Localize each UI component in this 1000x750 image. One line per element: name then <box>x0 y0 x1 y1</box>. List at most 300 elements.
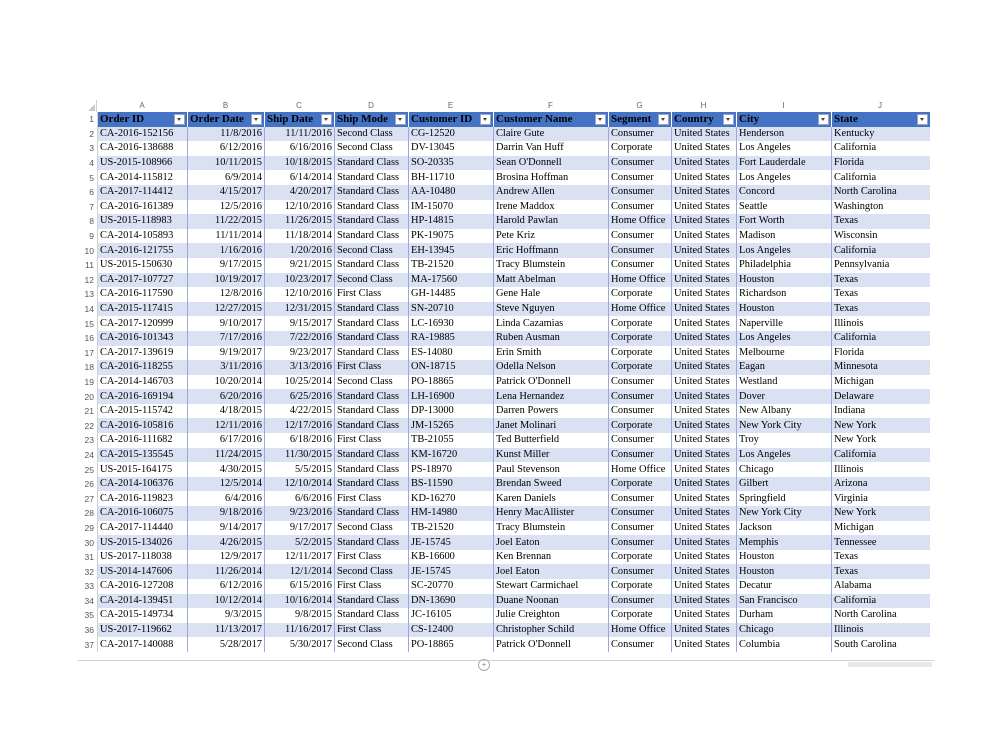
table-cell[interactable]: ON-18715 <box>409 360 494 375</box>
table-cell[interactable]: CA-2014-115812 <box>98 170 188 185</box>
filter-dropdown-icon[interactable] <box>818 114 829 125</box>
table-cell[interactable]: 9/23/2016 <box>265 506 335 521</box>
table-cell[interactable]: Steve Nguyen <box>494 302 609 317</box>
table-cell[interactable]: CA-2016-169194 <box>98 389 188 404</box>
table-cell[interactable]: Lena Hernandez <box>494 389 609 404</box>
table-cell[interactable]: 11/26/2015 <box>265 214 335 229</box>
column-letter[interactable]: I <box>782 101 785 110</box>
table-cell[interactable]: TB-21520 <box>409 521 494 536</box>
table-cell[interactable]: 4/15/2017 <box>188 185 265 200</box>
row-number[interactable]: 2 <box>78 127 98 142</box>
table-cell[interactable]: United States <box>672 608 737 623</box>
table-cell[interactable]: United States <box>672 564 737 579</box>
table-cell[interactable]: Joel Eaton <box>494 564 609 579</box>
table-cell[interactable]: United States <box>672 273 737 288</box>
table-cell[interactable]: 9/21/2015 <box>265 258 335 273</box>
table-cell[interactable]: BH-11710 <box>409 170 494 185</box>
table-cell[interactable]: Paul Stevenson <box>494 462 609 477</box>
table-cell[interactable]: Troy <box>737 433 832 448</box>
table-cell[interactable]: 9/14/2017 <box>188 521 265 536</box>
table-cell[interactable]: United States <box>672 491 737 506</box>
table-cell[interactable]: Second Class <box>335 141 409 156</box>
table-cell[interactable]: Pennsylvania <box>832 258 930 273</box>
table-cell[interactable]: 5/28/2017 <box>188 637 265 652</box>
table-cell[interactable]: US-2017-119662 <box>98 623 188 638</box>
table-cell[interactable]: Corporate <box>609 331 672 346</box>
table-cell[interactable]: Sean O'Donnell <box>494 156 609 171</box>
row-number[interactable]: 14 <box>78 302 98 317</box>
table-cell[interactable]: Delaware <box>832 389 930 404</box>
table-cell[interactable]: 4/30/2015 <box>188 462 265 477</box>
column-header[interactable] <box>335 112 409 127</box>
table-cell[interactable]: Philadelphia <box>737 258 832 273</box>
table-cell[interactable]: 12/1/2014 <box>265 564 335 579</box>
table-cell[interactable]: JC-16105 <box>409 608 494 623</box>
table-cell[interactable]: Second Class <box>335 127 409 142</box>
table-cell[interactable]: Standard Class <box>335 404 409 419</box>
table-cell[interactable]: 12/8/2016 <box>188 287 265 302</box>
table-cell[interactable]: Consumer <box>609 258 672 273</box>
table-cell[interactable]: 11/13/2017 <box>188 623 265 638</box>
table-cell[interactable]: PS-18970 <box>409 462 494 477</box>
table-cell[interactable]: California <box>832 170 930 185</box>
table-cell[interactable]: United States <box>672 127 737 142</box>
table-cell[interactable]: Consumer <box>609 127 672 142</box>
table-cell[interactable]: 12/11/2017 <box>265 550 335 565</box>
table-cell[interactable]: California <box>832 141 930 156</box>
filter-dropdown-icon[interactable] <box>480 114 491 125</box>
table-cell[interactable]: 7/22/2016 <box>265 331 335 346</box>
table-cell[interactable]: United States <box>672 477 737 492</box>
table-cell[interactable]: 11/26/2014 <box>188 564 265 579</box>
table-cell[interactable]: Standard Class <box>335 185 409 200</box>
table-cell[interactable]: Houston <box>737 302 832 317</box>
table-cell[interactable]: Illinois <box>832 316 930 331</box>
table-cell[interactable]: 6/14/2014 <box>265 170 335 185</box>
table-cell[interactable]: Standard Class <box>335 331 409 346</box>
table-cell[interactable]: Consumer <box>609 506 672 521</box>
table-cell[interactable]: California <box>832 594 930 609</box>
table-cell[interactable]: JM-15265 <box>409 418 494 433</box>
table-cell[interactable]: Second Class <box>335 564 409 579</box>
table-cell[interactable]: 7/17/2016 <box>188 331 265 346</box>
table-cell[interactable]: CA-2016-121755 <box>98 243 188 258</box>
table-cell[interactable]: 10/11/2015 <box>188 156 265 171</box>
table-cell[interactable]: Second Class <box>335 637 409 652</box>
table-cell[interactable]: Los Angeles <box>737 331 832 346</box>
table-cell[interactable]: Tracy Blumstein <box>494 521 609 536</box>
table-cell[interactable]: Corporate <box>609 579 672 594</box>
table-cell[interactable]: Florida <box>832 156 930 171</box>
table-cell[interactable]: 3/11/2016 <box>188 360 265 375</box>
table-cell[interactable]: United States <box>672 623 737 638</box>
table-cell[interactable]: 11/30/2015 <box>265 448 335 463</box>
table-cell[interactable]: 11/24/2015 <box>188 448 265 463</box>
column-letter[interactable]: H <box>700 101 707 110</box>
table-cell[interactable]: Standard Class <box>335 229 409 244</box>
table-cell[interactable]: United States <box>672 389 737 404</box>
table-cell[interactable]: 6/12/2016 <box>188 579 265 594</box>
table-cell[interactable]: 4/18/2015 <box>188 404 265 419</box>
table-cell[interactable]: CA-2015-149734 <box>98 608 188 623</box>
table-cell[interactable]: Consumer <box>609 375 672 390</box>
table-cell[interactable]: New York <box>832 433 930 448</box>
filter-dropdown-icon[interactable] <box>251 114 262 125</box>
table-cell[interactable]: US-2015-150630 <box>98 258 188 273</box>
table-cell[interactable]: 10/18/2015 <box>265 156 335 171</box>
table-cell[interactable]: Janet Molinari <box>494 418 609 433</box>
column-letter[interactable]: D <box>368 101 374 110</box>
table-cell[interactable]: Brosina Hoffman <box>494 170 609 185</box>
table-cell[interactable]: Los Angeles <box>737 243 832 258</box>
table-cell[interactable]: Wisconsin <box>832 229 930 244</box>
table-cell[interactable]: HM-14980 <box>409 506 494 521</box>
table-cell[interactable]: GH-14485 <box>409 287 494 302</box>
table-cell[interactable]: Irene Maddox <box>494 200 609 215</box>
table-cell[interactable]: Consumer <box>609 243 672 258</box>
table-cell[interactable]: 10/16/2014 <box>265 594 335 609</box>
table-cell[interactable]: 11/11/2014 <box>188 229 265 244</box>
table-cell[interactable]: Karen Daniels <box>494 491 609 506</box>
table-cell[interactable]: 12/31/2015 <box>265 302 335 317</box>
table-cell[interactable]: CA-2014-106376 <box>98 477 188 492</box>
table-cell[interactable]: United States <box>672 229 737 244</box>
table-cell[interactable]: AA-10480 <box>409 185 494 200</box>
table-cell[interactable]: United States <box>672 594 737 609</box>
table-cell[interactable]: California <box>832 448 930 463</box>
table-cell[interactable]: 10/25/2014 <box>265 375 335 390</box>
table-cell[interactable]: Los Angeles <box>737 141 832 156</box>
table-cell[interactable]: Corporate <box>609 477 672 492</box>
table-cell[interactable]: Melbourne <box>737 346 832 361</box>
column-header[interactable] <box>265 112 335 127</box>
table-cell[interactable]: SN-20710 <box>409 302 494 317</box>
table-cell[interactable]: 6/9/2014 <box>188 170 265 185</box>
table-cell[interactable]: Gilbert <box>737 477 832 492</box>
row-number[interactable]: 11 <box>78 258 98 273</box>
table-cell[interactable]: Second Class <box>335 375 409 390</box>
table-cell[interactable]: United States <box>672 331 737 346</box>
table-cell[interactable]: Dover <box>737 389 832 404</box>
table-cell[interactable]: JE-15745 <box>409 564 494 579</box>
table-cell[interactable]: IM-15070 <box>409 200 494 215</box>
table-cell[interactable]: TB-21520 <box>409 258 494 273</box>
table-cell[interactable]: Corporate <box>609 608 672 623</box>
row-number[interactable]: 19 <box>78 375 98 390</box>
table-cell[interactable]: CS-12400 <box>409 623 494 638</box>
table-cell[interactable]: CA-2017-114412 <box>98 185 188 200</box>
table-cell[interactable]: United States <box>672 433 737 448</box>
column-header[interactable] <box>832 112 930 127</box>
table-cell[interactable]: Corporate <box>609 360 672 375</box>
row-number[interactable]: 36 <box>78 623 98 638</box>
table-cell[interactable]: 12/10/2016 <box>265 200 335 215</box>
table-cell[interactable]: Second Class <box>335 521 409 536</box>
table-cell[interactable]: CA-2015-135545 <box>98 448 188 463</box>
table-cell[interactable]: First Class <box>335 491 409 506</box>
table-cell[interactable]: CA-2015-115742 <box>98 404 188 419</box>
table-cell[interactable]: California <box>832 243 930 258</box>
row-number[interactable]: 17 <box>78 346 98 361</box>
column-letter[interactable]: B <box>222 101 229 110</box>
table-cell[interactable]: US-2015-108966 <box>98 156 188 171</box>
filter-dropdown-icon[interactable] <box>723 114 734 125</box>
table-cell[interactable]: Alabama <box>832 579 930 594</box>
table-cell[interactable]: Houston <box>737 273 832 288</box>
table-cell[interactable]: United States <box>672 346 737 361</box>
table-cell[interactable]: Henry MacAllister <box>494 506 609 521</box>
row-number[interactable]: 29 <box>78 521 98 536</box>
table-cell[interactable]: SC-20770 <box>409 579 494 594</box>
table-cell[interactable]: Indiana <box>832 404 930 419</box>
row-number[interactable]: 18 <box>78 360 98 375</box>
table-cell[interactable]: Naperville <box>737 316 832 331</box>
table-cell[interactable]: 6/4/2016 <box>188 491 265 506</box>
table-cell[interactable]: 10/12/2014 <box>188 594 265 609</box>
table-cell[interactable]: Virginia <box>832 491 930 506</box>
table-cell[interactable]: 9/19/2017 <box>188 346 265 361</box>
table-cell[interactable]: United States <box>672 287 737 302</box>
table-cell[interactable]: Consumer <box>609 521 672 536</box>
table-cell[interactable]: United States <box>672 360 737 375</box>
column-header[interactable] <box>609 112 672 127</box>
table-cell[interactable]: EH-13945 <box>409 243 494 258</box>
table-cell[interactable]: CA-2017-139619 <box>98 346 188 361</box>
table-cell[interactable]: New York City <box>737 506 832 521</box>
table-cell[interactable]: Seattle <box>737 200 832 215</box>
table-cell[interactable]: Andrew Allen <box>494 185 609 200</box>
table-cell[interactable]: SO-20335 <box>409 156 494 171</box>
row-number[interactable]: 37 <box>78 637 98 652</box>
table-cell[interactable]: Consumer <box>609 535 672 550</box>
table-cell[interactable]: Eric Hoffmann <box>494 243 609 258</box>
table-cell[interactable]: CG-12520 <box>409 127 494 142</box>
table-cell[interactable]: Standard Class <box>335 200 409 215</box>
table-cell[interactable]: US-2015-164175 <box>98 462 188 477</box>
table-cell[interactable]: Los Angeles <box>737 448 832 463</box>
table-cell[interactable]: Corporate <box>609 418 672 433</box>
row-number[interactable]: 23 <box>78 433 98 448</box>
table-cell[interactable]: 9/10/2017 <box>188 316 265 331</box>
table-cell[interactable]: Brendan Sweed <box>494 477 609 492</box>
table-cell[interactable]: CA-2016-111682 <box>98 433 188 448</box>
table-cell[interactable]: CA-2014-105893 <box>98 229 188 244</box>
table-cell[interactable]: Corporate <box>609 287 672 302</box>
row-number[interactable]: 30 <box>78 535 98 550</box>
table-cell[interactable]: Standard Class <box>335 316 409 331</box>
table-cell[interactable]: 11/18/2014 <box>265 229 335 244</box>
table-cell[interactable]: Second Class <box>335 273 409 288</box>
table-cell[interactable]: Second Class <box>335 243 409 258</box>
table-cell[interactable]: Consumer <box>609 229 672 244</box>
table-cell[interactable]: US-2015-134026 <box>98 535 188 550</box>
table-cell[interactable]: United States <box>672 170 737 185</box>
table-cell[interactable]: Florida <box>832 346 930 361</box>
row-number[interactable]: 12 <box>78 273 98 288</box>
table-cell[interactable]: Standard Class <box>335 258 409 273</box>
table-cell[interactable]: Standard Class <box>335 346 409 361</box>
table-cell[interactable]: United States <box>672 448 737 463</box>
table-cell[interactable]: 1/16/2016 <box>188 243 265 258</box>
table-cell[interactable]: Patrick O'Donnell <box>494 375 609 390</box>
row-number[interactable]: 20 <box>78 389 98 404</box>
table-cell[interactable]: Standard Class <box>335 535 409 550</box>
table-cell[interactable]: 3/13/2016 <box>265 360 335 375</box>
table-cell[interactable]: First Class <box>335 623 409 638</box>
row-number[interactable]: 34 <box>78 594 98 609</box>
table-cell[interactable]: United States <box>672 316 737 331</box>
table-cell[interactable]: 11/16/2017 <box>265 623 335 638</box>
table-cell[interactable]: Texas <box>832 564 930 579</box>
table-cell[interactable]: 9/17/2015 <box>188 258 265 273</box>
column-letter[interactable]: F <box>548 101 553 110</box>
table-cell[interactable]: Kunst Miller <box>494 448 609 463</box>
row-number[interactable]: 7 <box>78 200 98 215</box>
table-cell[interactable]: Springfield <box>737 491 832 506</box>
table-cell[interactable]: 6/17/2016 <box>188 433 265 448</box>
table-cell[interactable]: Chicago <box>737 462 832 477</box>
table-cell[interactable]: United States <box>672 243 737 258</box>
row-number[interactable]: 16 <box>78 331 98 346</box>
table-cell[interactable]: CA-2016-161389 <box>98 200 188 215</box>
table-cell[interactable]: CA-2016-152156 <box>98 127 188 142</box>
table-cell[interactable]: CA-2017-140088 <box>98 637 188 652</box>
table-cell[interactable]: Harold Pawlan <box>494 214 609 229</box>
column-header[interactable] <box>188 112 265 127</box>
table-cell[interactable]: CA-2014-146703 <box>98 375 188 390</box>
table-cell[interactable]: Consumer <box>609 448 672 463</box>
table-cell[interactable]: Consumer <box>609 564 672 579</box>
table-cell[interactable]: 6/6/2016 <box>265 491 335 506</box>
filter-dropdown-icon[interactable] <box>595 114 606 125</box>
horizontal-scrollbar[interactable] <box>848 662 932 667</box>
column-header[interactable] <box>672 112 737 127</box>
table-cell[interactable]: First Class <box>335 287 409 302</box>
table-cell[interactable]: Corporate <box>609 346 672 361</box>
row-number[interactable]: 33 <box>78 579 98 594</box>
row-number[interactable]: 26 <box>78 477 98 492</box>
table-cell[interactable]: 4/22/2015 <box>265 404 335 419</box>
table-cell[interactable]: Odella Nelson <box>494 360 609 375</box>
table-cell[interactable]: Fort Worth <box>737 214 832 229</box>
table-cell[interactable]: 12/27/2015 <box>188 302 265 317</box>
table-cell[interactable]: Stewart Carmichael <box>494 579 609 594</box>
table-cell[interactable]: 12/10/2016 <box>265 287 335 302</box>
column-letter[interactable]: E <box>447 101 454 110</box>
table-cell[interactable]: San Francisco <box>737 594 832 609</box>
table-cell[interactable]: United States <box>672 550 737 565</box>
table-cell[interactable]: CA-2016-138688 <box>98 141 188 156</box>
table-cell[interactable]: Texas <box>832 214 930 229</box>
table-cell[interactable]: Jackson <box>737 521 832 536</box>
table-cell[interactable]: US-2017-118038 <box>98 550 188 565</box>
table-cell[interactable]: 9/15/2017 <box>265 316 335 331</box>
table-cell[interactable]: CA-2016-127208 <box>98 579 188 594</box>
table-cell[interactable]: Christopher Schild <box>494 623 609 638</box>
table-cell[interactable]: CA-2016-117590 <box>98 287 188 302</box>
column-header[interactable] <box>409 112 494 127</box>
table-cell[interactable]: Concord <box>737 185 832 200</box>
row-number[interactable]: 32 <box>78 564 98 579</box>
table-cell[interactable]: California <box>832 331 930 346</box>
table-cell[interactable]: United States <box>672 156 737 171</box>
table-cell[interactable]: 9/3/2015 <box>188 608 265 623</box>
table-cell[interactable]: Tennessee <box>832 535 930 550</box>
table-cell[interactable]: DP-13000 <box>409 404 494 419</box>
column-header[interactable] <box>494 112 609 127</box>
table-cell[interactable]: 12/5/2014 <box>188 477 265 492</box>
table-cell[interactable]: Michigan <box>832 375 930 390</box>
table-cell[interactable]: Corporate <box>609 550 672 565</box>
table-cell[interactable]: United States <box>672 185 737 200</box>
table-cell[interactable]: CA-2014-139451 <box>98 594 188 609</box>
table-cell[interactable]: New York <box>832 418 930 433</box>
row-number[interactable]: 6 <box>78 185 98 200</box>
table-cell[interactable]: 6/15/2016 <box>265 579 335 594</box>
table-cell[interactable]: JE-15745 <box>409 535 494 550</box>
table-cell[interactable]: 5/2/2015 <box>265 535 335 550</box>
table-cell[interactable]: Joel Eaton <box>494 535 609 550</box>
row-number[interactable]: 31 <box>78 550 98 565</box>
table-cell[interactable]: North Carolina <box>832 608 930 623</box>
table-cell[interactable]: Ken Brennan <box>494 550 609 565</box>
row-number[interactable]: 24 <box>78 448 98 463</box>
table-cell[interactable]: 6/16/2016 <box>265 141 335 156</box>
column-header[interactable] <box>737 112 832 127</box>
table-cell[interactable]: Home Office <box>609 214 672 229</box>
table-cell[interactable]: LC-16930 <box>409 316 494 331</box>
table-cell[interactable]: United States <box>672 637 737 652</box>
table-cell[interactable]: Houston <box>737 564 832 579</box>
select-all-corner[interactable] <box>78 100 97 112</box>
table-cell[interactable]: US-2015-118983 <box>98 214 188 229</box>
row-number[interactable]: 8 <box>78 214 98 229</box>
column-letter[interactable]: A <box>139 101 145 110</box>
row-number[interactable]: 9 <box>78 229 98 244</box>
table-cell[interactable]: Consumer <box>609 170 672 185</box>
table-cell[interactable]: Standard Class <box>335 156 409 171</box>
table-cell[interactable]: CA-2016-105816 <box>98 418 188 433</box>
table-cell[interactable]: Home Office <box>609 462 672 477</box>
table-cell[interactable]: Consumer <box>609 637 672 652</box>
filter-dropdown-icon[interactable] <box>917 114 928 125</box>
table-cell[interactable]: 12/17/2016 <box>265 418 335 433</box>
table-cell[interactable]: BS-11590 <box>409 477 494 492</box>
row-number[interactable]: 5 <box>78 170 98 185</box>
table-cell[interactable]: 10/19/2017 <box>188 273 265 288</box>
table-cell[interactable]: CA-2015-117415 <box>98 302 188 317</box>
table-cell[interactable]: 10/20/2014 <box>188 375 265 390</box>
table-cell[interactable]: Houston <box>737 550 832 565</box>
table-cell[interactable]: First Class <box>335 579 409 594</box>
table-cell[interactable]: 6/18/2016 <box>265 433 335 448</box>
table-cell[interactable]: PK-19075 <box>409 229 494 244</box>
table-cell[interactable]: CA-2016-106075 <box>98 506 188 521</box>
table-cell[interactable]: Fort Lauderdale <box>737 156 832 171</box>
table-cell[interactable]: CA-2016-101343 <box>98 331 188 346</box>
table-cell[interactable]: Erin Smith <box>494 346 609 361</box>
table-cell[interactable]: TB-21055 <box>409 433 494 448</box>
table-cell[interactable]: United States <box>672 418 737 433</box>
table-cell[interactable]: Consumer <box>609 491 672 506</box>
table-cell[interactable]: Westland <box>737 375 832 390</box>
table-cell[interactable]: Patrick O'Donnell <box>494 637 609 652</box>
table-cell[interactable]: Consumer <box>609 156 672 171</box>
table-cell[interactable]: Standard Class <box>335 477 409 492</box>
table-cell[interactable]: 9/18/2016 <box>188 506 265 521</box>
column-letter[interactable]: C <box>296 101 302 110</box>
table-cell[interactable]: United States <box>672 214 737 229</box>
